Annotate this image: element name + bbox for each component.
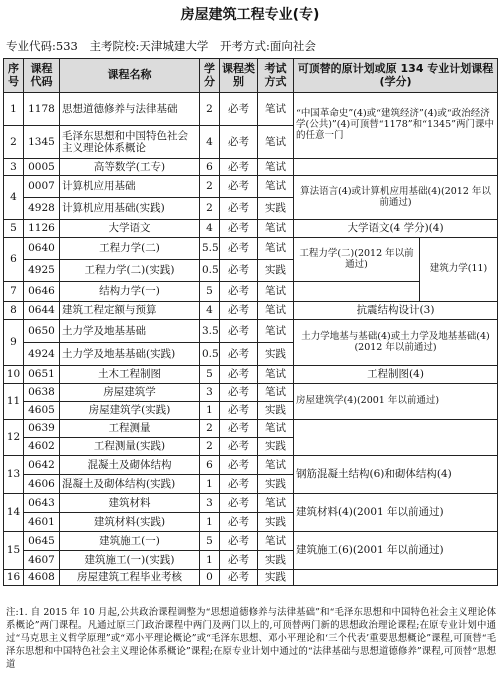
- header-no: 序号: [4, 59, 24, 93]
- row-exam: 实践: [258, 438, 294, 456]
- header-code: 课程代码: [24, 59, 60, 93]
- row-name: 混凝土及砌体结构(实践): [60, 475, 200, 494]
- table-row: [4, 320, 498, 343]
- row-type: 必考: [220, 438, 258, 456]
- row-code: 0638: [24, 384, 60, 402]
- course-table: [3, 58, 498, 586]
- row-type: 必考: [220, 532, 258, 551]
- row-name: 土力学及地基基础(实践): [60, 343, 200, 366]
- replacement-empty: [294, 282, 420, 302]
- row-code: 0005: [24, 159, 60, 176]
- replacement-materials: 建筑材料(4)(2001 年以前通过): [294, 494, 498, 532]
- row-credit: 2: [200, 176, 220, 198]
- row-no: 13: [4, 456, 24, 494]
- row-type: 必考: [220, 366, 258, 384]
- row-credit: 1: [200, 402, 220, 420]
- row-type: 必考: [220, 282, 258, 302]
- row-credit: 3: [200, 384, 220, 402]
- row-type: 必考: [220, 220, 258, 238]
- row-no: 3: [4, 159, 24, 176]
- table-row: [4, 176, 498, 198]
- row-name: 工程测量: [60, 420, 200, 438]
- row-no: 5: [4, 220, 24, 238]
- row-type: 必考: [220, 93, 258, 126]
- row-name: 工程力学(二): [60, 238, 200, 260]
- row-code: 4606: [24, 475, 60, 494]
- row-credit: 5: [200, 532, 220, 551]
- row-code: 1126: [24, 220, 60, 238]
- row-no: 1: [4, 93, 24, 126]
- program-meta: [6, 38, 324, 54]
- row-code: 0644: [24, 302, 60, 320]
- row-exam: 笔试: [258, 494, 294, 513]
- row-credit: 4: [200, 220, 220, 238]
- row-credit: 3.5: [200, 320, 220, 343]
- row-no: 16: [4, 570, 24, 586]
- row-type: 必考: [220, 302, 258, 320]
- row-no: 15: [4, 532, 24, 570]
- row-credit: 5.5: [200, 238, 220, 260]
- replacement-soil: 土力学地基与基础(4)或土力学及地基基础(4)(2012 年以前通过): [294, 320, 498, 366]
- row-name: 房屋建筑工程毕业考核: [60, 570, 200, 586]
- row-code: 4608: [24, 570, 60, 586]
- row-code: 0639: [24, 420, 60, 438]
- row-type: 必考: [220, 402, 258, 420]
- row-name: 混凝土及砌体结构: [60, 456, 200, 475]
- replacement-seismic: 抗震结构设计(3): [294, 302, 498, 320]
- row-name: 建筑施工(一): [60, 532, 200, 551]
- row-type: 必考: [220, 343, 258, 366]
- row-credit: 1: [200, 475, 220, 494]
- row-code: 0646: [24, 282, 60, 302]
- table-row: [4, 456, 498, 475]
- row-no: 9: [4, 320, 24, 366]
- table-row: [4, 159, 498, 176]
- row-credit: 4: [200, 302, 220, 320]
- row-code: 1178: [24, 93, 60, 126]
- row-no: 12: [4, 420, 24, 456]
- row-credit: 1: [200, 513, 220, 532]
- row-no: 7: [4, 282, 24, 302]
- program-code: 专业代码:533: [6, 39, 78, 53]
- row-no: 6: [4, 238, 24, 282]
- header-type: 课程类别: [220, 59, 258, 93]
- row-no: 2: [4, 126, 24, 159]
- header-credit: 学分: [200, 59, 220, 93]
- page-title: 房屋建筑工程专业(专): [180, 7, 320, 23]
- row-no: 10: [4, 366, 24, 384]
- row-exam: 实践: [258, 570, 294, 586]
- row-name: 工程测量(实践): [60, 438, 200, 456]
- row-name: 高等数学(工专): [60, 159, 200, 176]
- table-row: [4, 302, 498, 320]
- row-credit: 6: [200, 456, 220, 475]
- row-code: 4924: [24, 343, 60, 366]
- header-name: 课程名称: [60, 59, 200, 93]
- table-row: [4, 420, 498, 438]
- row-exam: 笔试: [258, 384, 294, 402]
- row-exam: 笔试: [258, 176, 294, 198]
- row-name: 土木工程制图: [60, 366, 200, 384]
- row-code: 0645: [24, 532, 60, 551]
- replacement-architecture: 房屋建筑学(4)(2001 年以前通过): [294, 384, 498, 420]
- row-name: 建筑材料: [60, 494, 200, 513]
- row-exam: 笔试: [258, 302, 294, 320]
- replacement-drawing: 工程制图(4): [294, 366, 498, 384]
- row-credit: 2: [200, 93, 220, 126]
- row-exam: 笔试: [258, 282, 294, 302]
- row-name: 思想道德修养与法律基础: [60, 93, 200, 126]
- table-row: [4, 384, 498, 402]
- row-name: 房屋建筑学(实践): [60, 402, 200, 420]
- replacement-empty: [294, 420, 498, 456]
- replacement-empty: [294, 159, 498, 176]
- replacement-mechanics2: 工程力学(二)(2012 年以前通过): [294, 238, 420, 282]
- exam-mode: 开考方式:面向社会: [220, 39, 316, 53]
- row-name: 房屋建筑学: [60, 384, 200, 402]
- replacement-building-mechanics: 建筑力学(11): [420, 238, 498, 302]
- header-replacement: 可顶替的原计划或原 134 专业计划课程(学分): [294, 59, 498, 93]
- table-row: [4, 570, 498, 586]
- row-type: 必考: [220, 420, 258, 438]
- row-code: 0651: [24, 366, 60, 384]
- row-name: 毛泽东思想和中国特色社会主义理论体系概论: [60, 126, 200, 159]
- replacement-concrete: 钢筋混凝土结构(6)和砌体结构(4): [294, 456, 498, 494]
- row-code: 1345: [24, 126, 60, 159]
- replacement-politics: “中国革命史”(4)或“建筑经济”(4)或“政治经济学(公共)”(4)可顶替“1178”和“1345”两门课中的任意一门: [294, 93, 498, 159]
- row-type: 必考: [220, 494, 258, 513]
- row-name: 建筑施工(一)(实践): [60, 551, 200, 570]
- row-name: 计算机应用基础(实践): [60, 198, 200, 220]
- row-credit: 4: [200, 126, 220, 159]
- row-exam: 实践: [258, 402, 294, 420]
- row-name: 建筑工程定额与预算: [60, 302, 200, 320]
- row-no: 11: [4, 384, 24, 420]
- row-code: 0650: [24, 320, 60, 343]
- row-code: 4928: [24, 198, 60, 220]
- row-type: 必考: [220, 198, 258, 220]
- row-credit: 2: [200, 420, 220, 438]
- row-exam: 笔试: [258, 320, 294, 343]
- row-no: 4: [4, 176, 24, 220]
- row-exam: 笔试: [258, 420, 294, 438]
- row-credit: 3: [200, 494, 220, 513]
- table-row: [4, 532, 498, 551]
- row-credit: 6: [200, 159, 220, 176]
- row-name: 土力学及地基基础: [60, 320, 200, 343]
- row-type: 必考: [220, 260, 258, 282]
- replacement-empty: [294, 570, 498, 586]
- row-name: 结构力学(一): [60, 282, 200, 302]
- row-credit: 1: [200, 551, 220, 570]
- row-type: 必考: [220, 551, 258, 570]
- replacement-construction: 建筑施工(6)(2001 年以前通过): [294, 532, 498, 570]
- table-row: [4, 238, 498, 260]
- row-type: 必考: [220, 384, 258, 402]
- table-row: [4, 494, 498, 513]
- row-exam: 笔试: [258, 220, 294, 238]
- header-exam: 考试方式: [258, 59, 294, 93]
- row-credit: 0: [200, 570, 220, 586]
- row-name: 计算机应用基础: [60, 176, 200, 198]
- row-code: 4607: [24, 551, 60, 570]
- row-type: 必考: [220, 238, 258, 260]
- row-exam: 笔试: [258, 456, 294, 475]
- examining-school: 主考院校:天津城建大学: [89, 39, 209, 53]
- row-credit: 5: [200, 282, 220, 302]
- row-exam: 笔试: [258, 532, 294, 551]
- row-exam: 实践: [258, 343, 294, 366]
- row-credit: 0.5: [200, 343, 220, 366]
- row-code: 0642: [24, 456, 60, 475]
- row-exam: 笔试: [258, 159, 294, 176]
- row-exam: 笔试: [258, 366, 294, 384]
- table-row: [4, 93, 498, 125]
- row-code: 0640: [24, 238, 60, 260]
- row-exam: 笔试: [258, 238, 294, 260]
- row-type: 必考: [220, 126, 258, 159]
- row-name: 工程力学(二)(实践): [60, 260, 200, 282]
- row-exam: 笔试: [258, 93, 294, 126]
- row-credit: 5: [200, 366, 220, 384]
- row-name: 建筑材料(实践): [60, 513, 200, 532]
- footnotes: 注:1. 自 2015 年 10 月起,公共政治课程调整为“思想道德修养与法律基础”和“毛泽东思想和中国特色社会主义理论体系概论”两门课程。凡通过原三门政治课程中两门及两门以上的,可顶替两门新的思想政治理论课程;在原专业计划中通过“马克思主义哲学原理”或“邓小平理论概论”或“毛泽东思想、邓小平理论和‘三个代表’重要思想概论”课程,可顶替“毛泽东思想和中国特色社会主义理论体系概论”课程;在原专业计划中通过的“法律基础与思想道德修养”课程,可顶替“思想道: [6, 607, 496, 670]
- row-code: 4925: [24, 260, 60, 282]
- row-exam: 实践: [258, 551, 294, 570]
- row-exam: 实践: [258, 198, 294, 220]
- row-type: 必考: [220, 475, 258, 494]
- row-type: 必考: [220, 320, 258, 343]
- table-row: [4, 220, 498, 238]
- row-type: 必考: [220, 176, 258, 198]
- row-name: 大学语文: [60, 220, 200, 238]
- row-type: 必考: [220, 513, 258, 532]
- row-exam: 实践: [258, 475, 294, 494]
- row-credit: 0.5: [200, 260, 220, 282]
- replacement-chinese: 大学语文(4 学分)(4): [294, 220, 498, 238]
- row-code: 4605: [24, 402, 60, 420]
- row-code: 0643: [24, 494, 60, 513]
- row-exam: 实践: [258, 513, 294, 532]
- row-code: 4602: [24, 438, 60, 456]
- row-no: 8: [4, 302, 24, 320]
- row-code: 4601: [24, 513, 60, 532]
- row-code: 0007: [24, 176, 60, 198]
- row-credit: 2: [200, 198, 220, 220]
- row-type: 必考: [220, 570, 258, 586]
- table-header-row: [4, 59, 498, 93]
- row-type: 必考: [220, 159, 258, 176]
- row-exam: 笔试: [258, 126, 294, 159]
- table-row: [4, 366, 498, 384]
- row-no: 14: [4, 494, 24, 532]
- replacement-computer: 算法语言(4)或计算机应用基础(4)(2012 年以前通过): [294, 176, 498, 220]
- row-credit: 2: [200, 438, 220, 456]
- row-exam: 实践: [258, 260, 294, 282]
- row-type: 必考: [220, 456, 258, 475]
